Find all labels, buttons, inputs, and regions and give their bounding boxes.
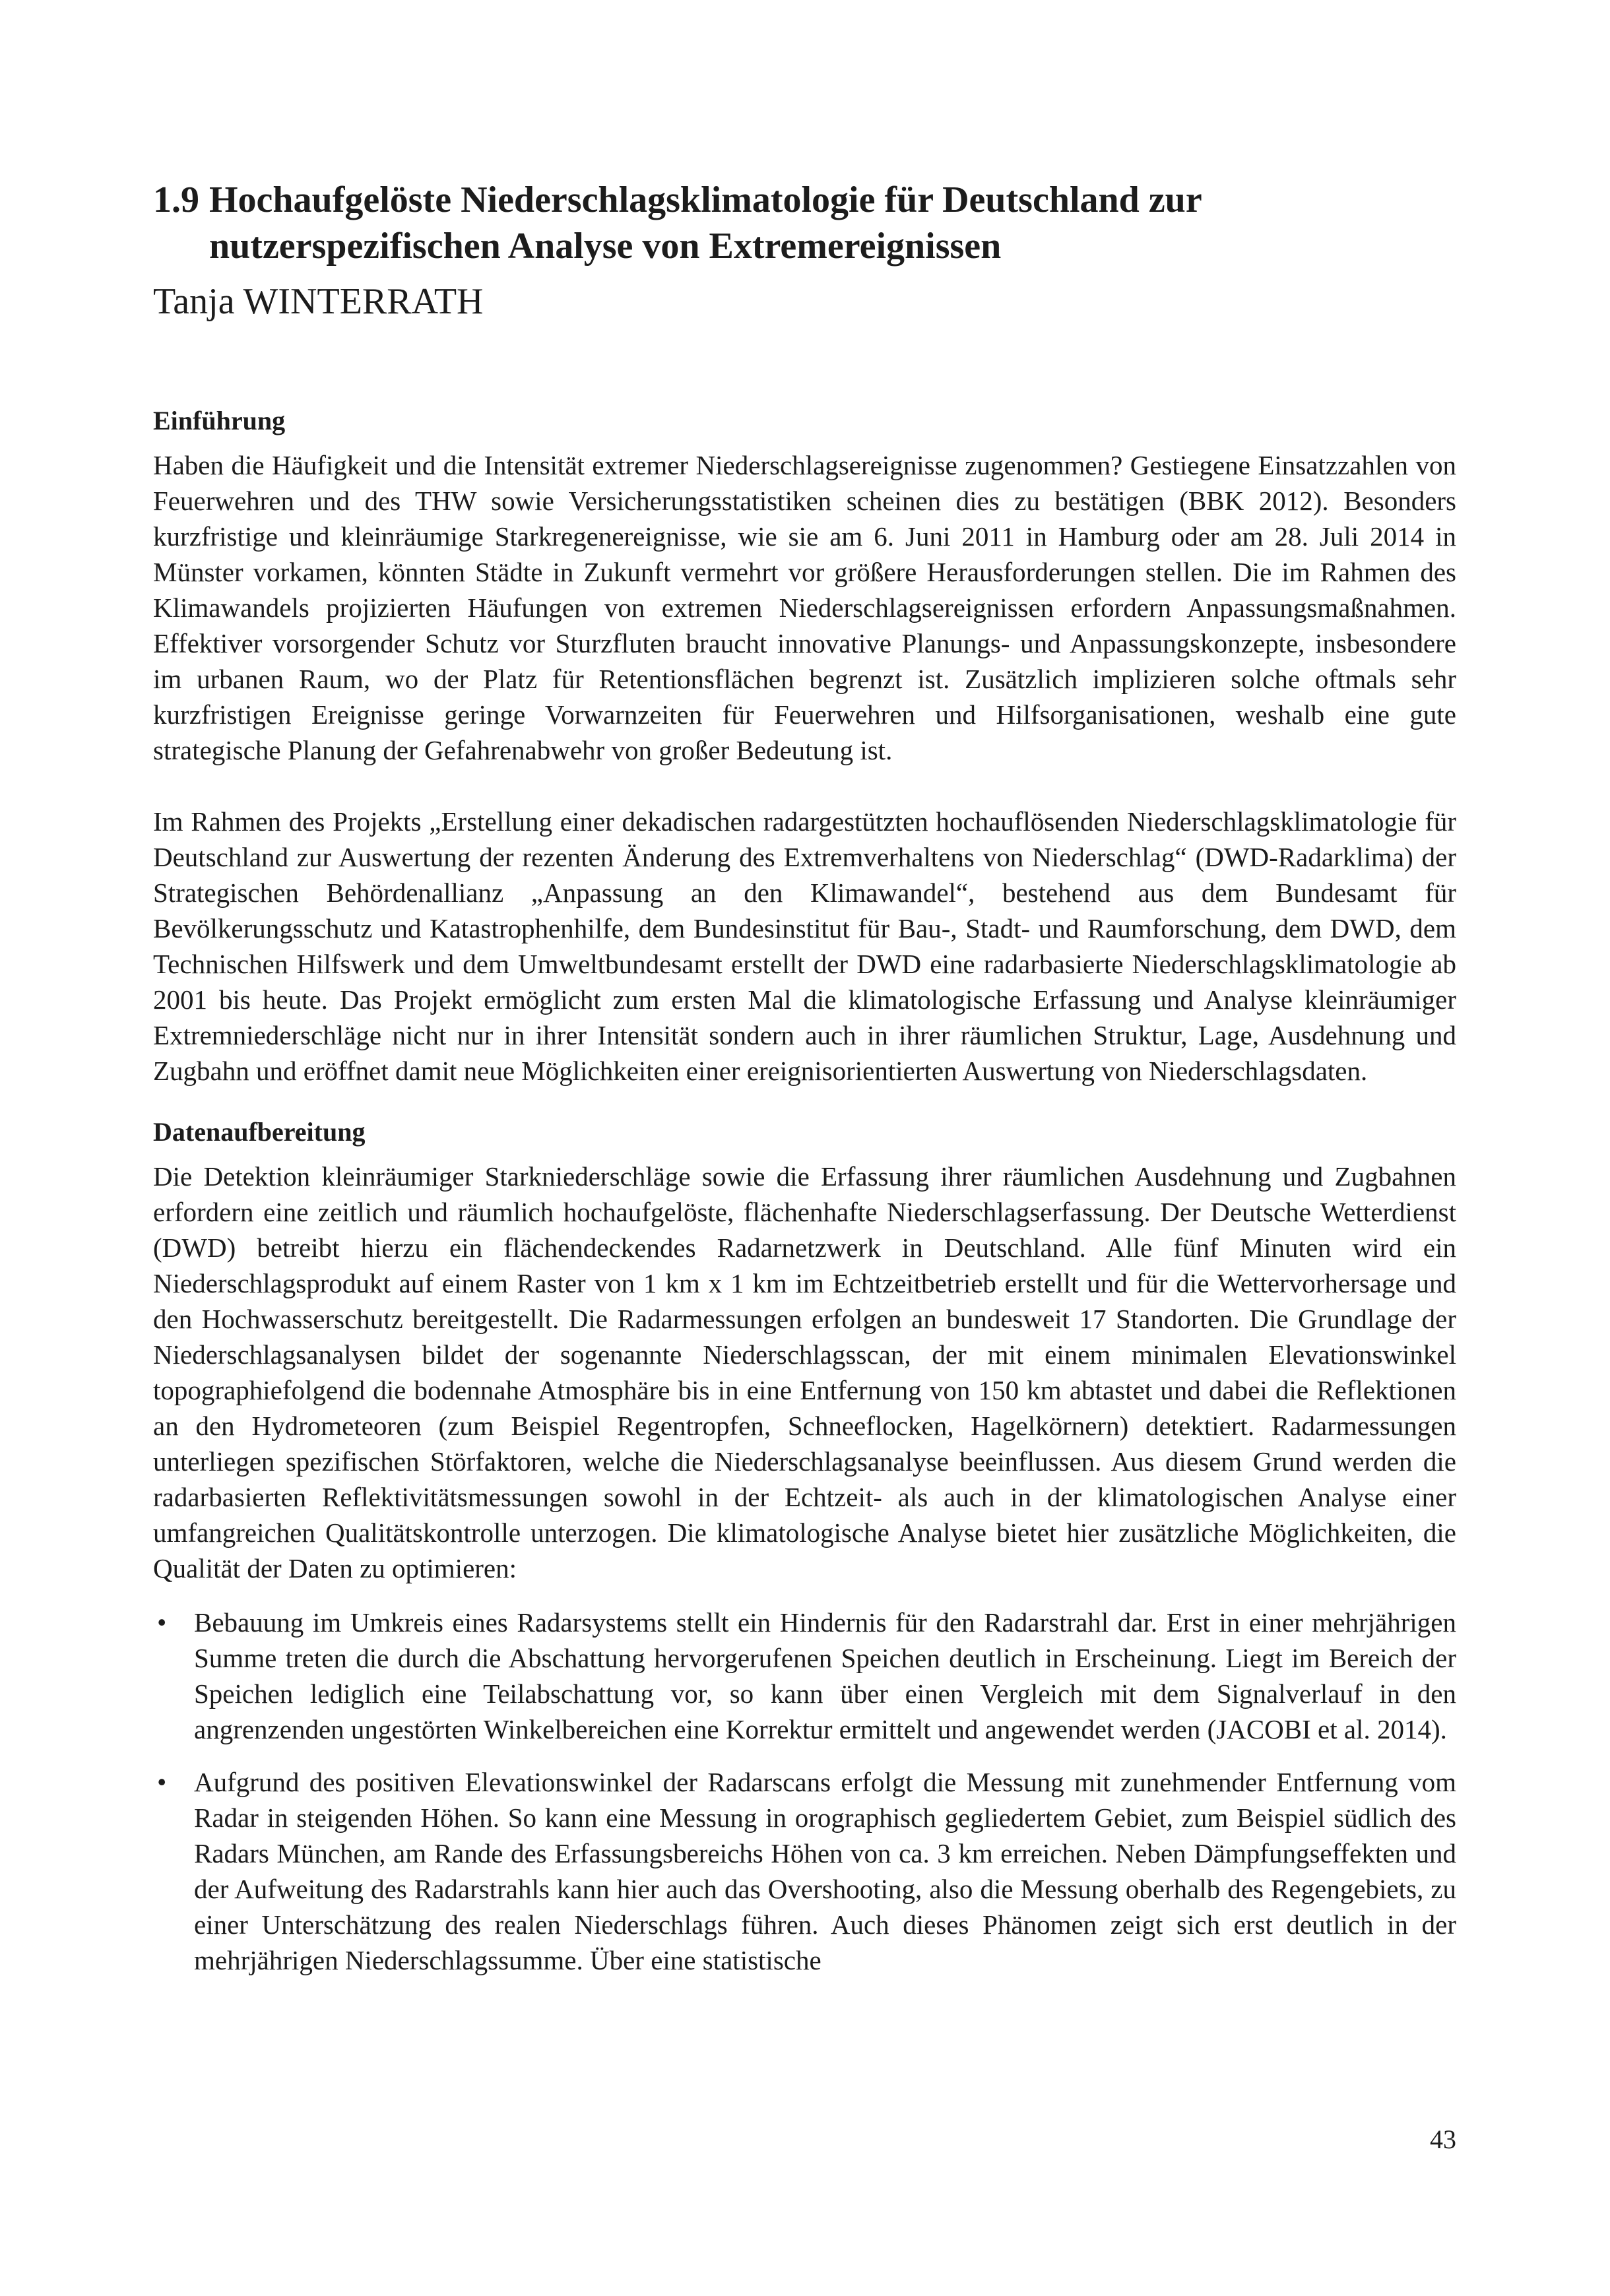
chapter-title [153,177,1456,269]
list-item [153,1764,1456,1978]
paragraph: Haben die Häufigkeit und die Intensität extremer Niederschlagsereignisse zugenommen? Gestiegene Einsatzzahlen von Feuerwehren und des THW sowie Versicherungsstatistiken scheinen dies zu bestätigen (BBK 2012). Besonders kurzfristige und kleinräumige Starkregenereignisse, wie sie am 6. Juni 2011 in Hamburg oder am 28. Juli 2014 in Münster vorkamen, könnten Städte in Zukunft vermehrt vor größere Herausforderungen stellen. Die im Rahmen des Klimawandels projizierten Häufungen von extremen Niederschlagsereignissen erfordern Anpassungsmaßnahmen. Effektiver vorsorgender Schutz vor Sturzfluten braucht innovative Planungs- und Anpassungskonzepte, insbesondere im urbanen Raum, wo der Platz für Retentionsflächen begrenzt ist. Zusätzlich implizieren solche oftmals sehr kurzfristigen Ereignisse geringe Vorwarnzeiten für Feuerwehren und Hilfsorganisationen, weshalb eine gute strategische Planung der Gefahrenabwehr von großer Bedeutung ist. [153,450,1456,765]
bullet-marker: • [157,1767,167,1797]
bullet-marker: • [157,1607,167,1638]
page-number: 43 [1430,2124,1456,2154]
paragraph: Im Rahmen des Projekts „Erstellung einer dekadischen radargestützten hochauflösenden Niederschlagsklimatologie für Deutschland zur Auswertung der rezenten Änderung des Extremverhaltens von Niederschlag“ (DWD-Radarklima) der Strategischen Behördenallianz „Anpassung an den Klimawandel“, bestehend aus dem Bundesamt für Bevölkerungsschutz und Katastrophenhilfe, dem Bundesinstitut für Bau-, Stadt- und Raumforschung, dem DWD, dem Technischen Hilfswerk und dem Umweltbundesamt erstellt der DWD eine radarbasierte Niederschlagsklimatologie ab 2001 bis heute. Das Projekt ermöglicht zum ersten Mal die klimatologische Erfassung und Analyse kleinräumiger Extremniederschläge nicht nur in ihrer Intensität sondern auch in ihrer räumlichen Struktur, Lage, Ausdehnung und Zugbahn und eröffnet damit neue Möglichkeiten einer ereignisorientierten Auswertung von Niederschlagsdaten. [153,806,1456,1086]
section-heading-datenaufbereitung: Datenaufbereitung [153,1117,366,1147]
list-item [153,1605,1456,1747]
paragraph: Die Detektion kleinräumiger Starkniederschläge sowie die Erfassung ihrer räumlichen Ausdehnung und Zugbahnen erfordern eine zeitlich und räumlich hochaufgelöste, flächenhafte Niederschlagserfassung. Der Deutsche Wetterdienst (DWD) betreibt hierzu ein flächendeckendes Radarnetzwerk in Deutschland. Alle fünf Minuten wird ein Niederschlagsprodukt auf einem Raster von 1 km x 1 km im Echtzeitbetrieb erstellt und für die Wettervorhersage und den Hochwasserschutz bereitgestellt. Die Radarmessungen erfolgen an bundesweit 17 Standorten. Die Grundlage der Niederschlagsanalysen bildet der sogenannte Niederschlagsscan, der mit einem minimalen Elevationswinkel topographiefolgend die bodennahe Atmosphäre bis in eine Entfernung von 150 km abtastet und dabei die Reflektionen an den Hydrometeoren (zum Beispiel Regentropfen, Schneeflocken, Hagelkörnern) detektiert. Radarmessungen unterliegen spezifischen Störfaktoren, welche die Niederschlagsanalyse beeinflussen. Aus diesem Grund werden die radarbasierten Reflektivitätsmessungen sowohl in der Echtzeit- als auch in der klimatologischen Analyse einer umfangreichen Qualitätskontrolle unterzogen. Die klimatologische Analyse bietet hier zusätzliche Möglichkeiten, die Qualität der Daten zu optimieren: [153,1161,1456,1583]
list-item-text: Aufgrund des positiven Elevationswinkel der Radarscans erfolgt die Messung mit zunehmender Entfernung vom Radar in steigenden Höhen. So kann eine Messung in orographisch gegliedertem Gebiet, zum Beispiel südlich des Radars München, am Rande des Erfassungsbereichs Höhen von ca. 3 km erreichen. Neben Dämpfungseffekten und der Aufweitung des Radarstrahls kann hier auch das Overshooting, also die Messung oberhalb des Regengebiets, zu einer Unterschätzung des realen Niederschlags führen. Auch dieses Phänomen zeigt sich erst deutlich in der mehrjährigen Niederschlagssumme. Über eine statistische [194,1767,1456,1975]
list-item-text: Bebauung im Umkreis eines Radarsystems stellt ein Hindernis für den Radarstrahl dar. Erst in einer mehrjährigen Summe treten die durch die Abschattung hervorgerufenen Speichen deutlich in Erscheinung. Liegt im Bereich der Speichen lediglich eine Teilabschattung vor, so kann über einen Vergleich mit dem Signalverlauf in den angrenzenden ungestörten Winkelbereichen eine Korrektur ermittelt und angewendet werden (JACOBI et al. 2014). [194,1607,1456,1744]
bullet-list [153,1605,1456,1978]
chapter-title-text: Hochaufgelöste Niederschlagsklimatologie für Deutschland zur nutzerspezifischen Analyse von Extremereignissen [209,179,1202,267]
chapter-number: 1.9 [153,179,199,220]
author-name: Tanja WINTERRATH [153,281,484,322]
section-heading-einfuehrung: Einführung [153,406,286,435]
page-content [153,177,1456,1995]
